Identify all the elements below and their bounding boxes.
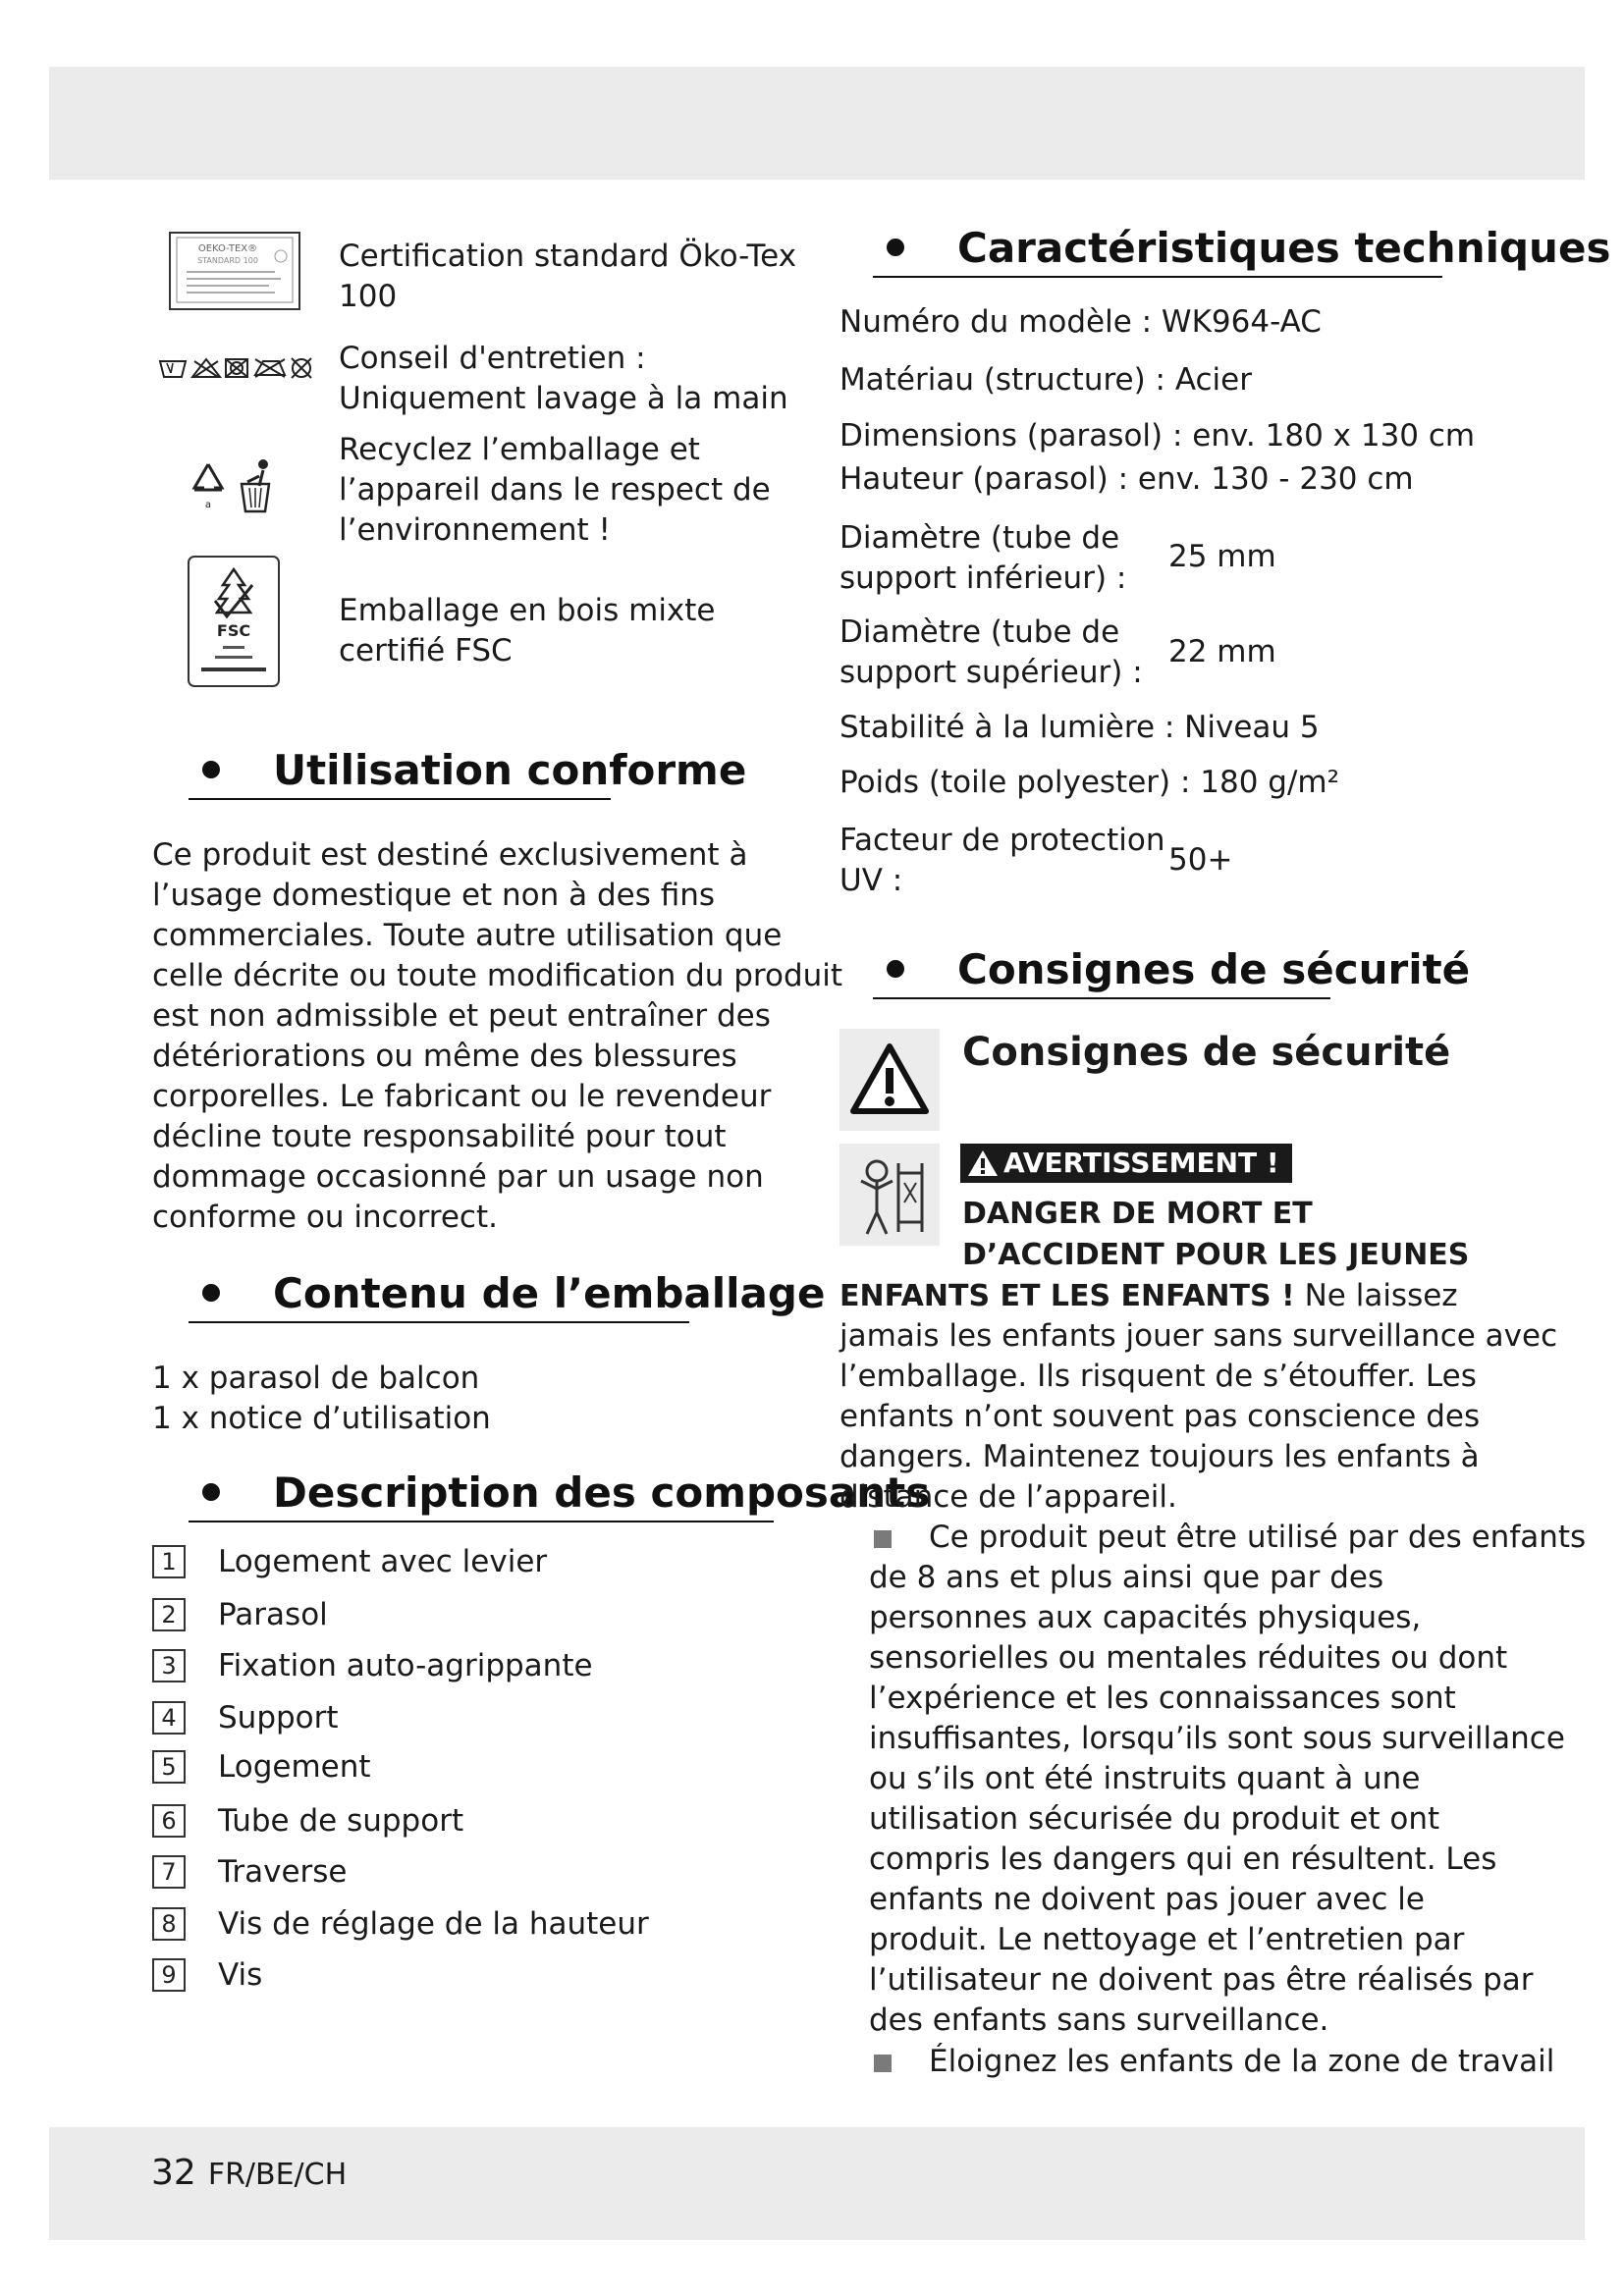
component-label: Logement avec levier [218,1544,548,1579]
warning-triangle-icon [839,1029,940,1131]
spec-height: Hauteur (parasol) : env. 130 - 230 cm [839,461,1414,497]
oekotex-label: Certification standard Öko-Tex 100 [339,239,797,314]
danger-lead: ENFANTS ET LES ENFANTS ! [839,1279,1295,1313]
contents-text: 1 x parasol de balcon 1 x notice d’utilisation [152,1361,491,1436]
component-number: 5 [152,1750,186,1784]
svg-text:a: a [204,500,212,510]
safety-heading: Consignes de sécurité [887,945,1470,993]
page-number: 32 [151,2153,196,2193]
safety-bullet-1-text: de 8 ans et plus ainsi que par des personnes aux capacités physiques, sensorielles ou mentales réduites ou dont l’expérience et les connaissances sont insuffisantes, lorsqu’ils sont sous surveillance ou s’ils ont été instruits quant à une utilisation sécurisée du produit et ont compris les dangers qui en résultent. Les enfants ne doivent pas jouer avec le produit. Le nettoyage et l’entretien par l’utilisateur ne doivent pas être réalisés par des enfants sans surveillance. [869,1560,1565,2038]
warning-banner-text: AVERTISSEMENT ! [1003,1147,1279,1179]
oekotex-logo-icon [169,232,300,310]
spec-lightfast: Stabilité à la lumière : Niveau 5 [839,710,1320,745]
component-label: Tube de support [218,1803,464,1839]
heading-bullet-icon [887,960,904,978]
component-label: Logement [218,1749,371,1785]
spec-uv-value: 50+ [1168,842,1233,878]
spec-weight: Poids (toile polyester) : 180 g/m² [839,765,1340,800]
component-label: Parasol [218,1597,328,1632]
specs-heading: Caractéristiques techniques [887,224,1610,272]
usage-text: Ce produit est destiné exclusivement à l’usage domestique et non à des fins commerciales. Toute autre utilisation que celle décrite ou toute modification du produit est non admissible et peut entraîner des détériorations ou même des blessures corporelles. Le fabricant ou le revendeur décline toute responsabilité pour tout dommage occasionné par un usage non conforme ou incorrect. [152,837,843,1235]
footer-locale: FR/BE/CH [207,2158,348,2192]
spec-uv-label: Facteur de protection UV : [839,823,1165,898]
danger-text: jamais les enfants jouer sans surveillance avec l’emballage. Ils risquent de s’étouffer. Les enfants n’ont souvent pas conscience des dangers. Maintenez toujours les enfants à distance de l’appareil. [839,1318,1558,1515]
heading-bullet-icon [887,239,904,256]
spec-model: Numéro du modèle : WK964-AC [839,304,1322,340]
component-number: 7 [152,1855,186,1889]
component-number: 4 [152,1701,186,1735]
fsc-label: Emballage en bois mixte certifié FSC [339,593,716,668]
heading-bullet-icon [202,761,220,778]
danger-first-line [839,1276,1458,1316]
recycle-trash-icon [187,456,285,515]
recycle-label: Recyclez l’emballage et l’appareil dans le respect de l’environnement ! [339,432,771,548]
warning-banner [960,1144,1292,1183]
header-band [49,67,1585,180]
component-label: Vis [218,1957,263,1993]
component-number: 3 [152,1649,186,1682]
fsc-logo-icon [188,556,280,687]
spec-diam-upper-label: Diamètre (tube de support supérieur) : [839,614,1143,690]
component-number: 2 [152,1598,186,1631]
component-number: 8 [152,1907,186,1941]
component-label: Support [218,1700,339,1735]
oekotex-logo-line1: OEKO-TEX® [197,243,258,254]
safety-bullet-1-first: Ce produit peut être utilisé par des enfants [874,1518,1586,1558]
spec-dimensions: Dimensions (parasol) : env. 180 x 130 cm [839,418,1476,454]
spec-diam-lower-value: 25 mm [1168,539,1276,574]
care-symbols-icon [157,353,314,383]
footer [151,2153,347,2193]
component-number: 6 [152,1804,186,1838]
oekotex-logo-line2: STANDARD 100 [197,256,258,265]
warning-small-icon [966,1148,1000,1189]
usage-heading: Utilisation conforme [202,746,746,794]
component-label: Fixation auto-agrippante [218,1648,593,1683]
spec-material: Matériau (structure) : Acier [839,362,1252,398]
safety-subheading: Consignes de sécurité [962,1030,1451,1075]
care-label: Conseil d'entretien : Uniquement lavage à la main [339,341,788,416]
components-heading: Description des composants [202,1468,930,1517]
contents-heading: Contenu de l’emballage [202,1269,825,1317]
square-bullet-icon [874,2055,892,2072]
component-label: Vis de réglage de la hauteur [218,1906,649,1942]
component-label: Traverse [218,1854,348,1890]
component-number: 1 [152,1545,186,1578]
square-bullet-icon [874,1530,892,1548]
heading-bullet-icon [202,1483,220,1501]
spec-diam-upper-value: 22 mm [1168,634,1276,669]
component-number: 9 [152,1958,186,1992]
danger-title: DANGER DE MORT ET D’ACCIDENT POUR LES JEUNES [962,1197,1470,1272]
fsc-logo-text: FSC [216,621,251,640]
danger-text-first: Ne laissez [1294,1278,1458,1313]
heading-bullet-icon [202,1284,220,1302]
spec-diam-lower-label: Diamètre (tube de support inférieur) : [839,520,1127,596]
child-hazard-icon [839,1144,940,1246]
safety-bullet-2: Éloignez les enfants de la zone de travail [874,2042,1554,2082]
